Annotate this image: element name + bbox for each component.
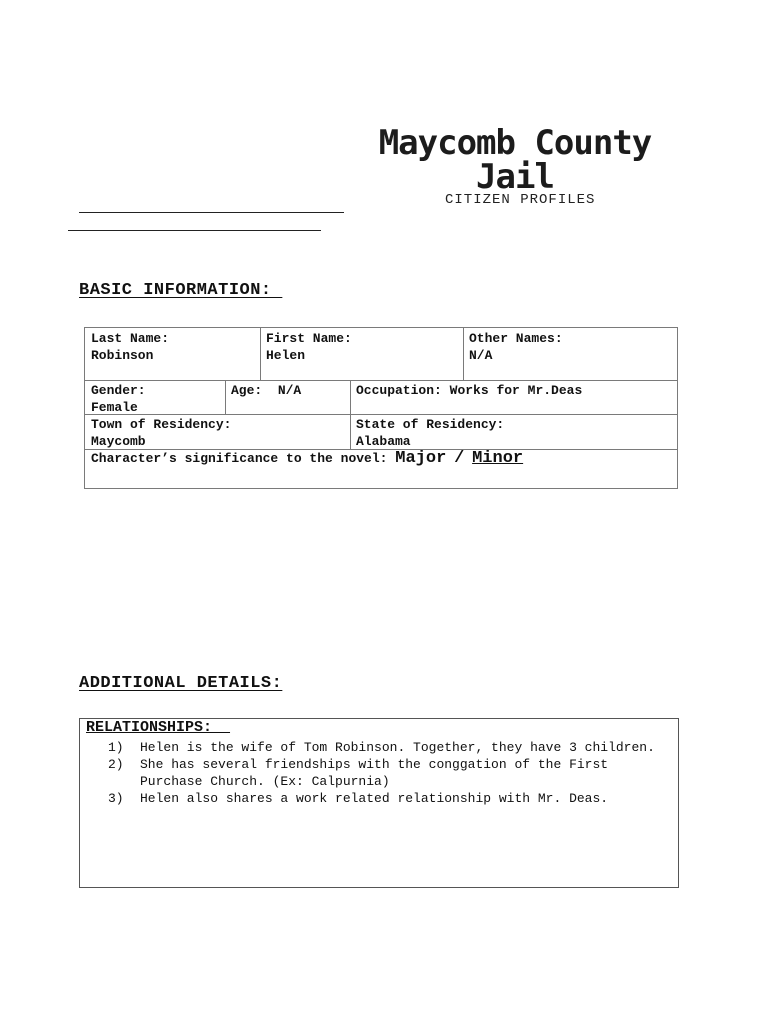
relationships-title: RELATIONSHIPS: xyxy=(86,719,231,736)
minor-option: Minor xyxy=(472,449,524,468)
subtitle: CITIZEN PROFILES xyxy=(445,192,596,208)
basic-info-title: BASIC INFORMATION: xyxy=(79,281,283,300)
state-label: State of Residency: xyxy=(356,417,505,432)
town-value: Maycomb xyxy=(91,434,146,449)
town-label: Town of Residency: xyxy=(91,417,232,432)
item-text: Helen is the wife of Tom Robinson. Together, they have 3 children. xyxy=(140,740,655,755)
brand-line-2: Jail xyxy=(476,157,554,197)
major-option: Major xyxy=(395,449,447,468)
list-item xyxy=(108,790,668,807)
last-name-value: Robinson xyxy=(91,348,154,363)
relationships-box xyxy=(79,718,679,888)
town-cell xyxy=(85,414,350,450)
basic-info-table xyxy=(84,327,678,489)
blank-line-2 xyxy=(68,230,321,231)
gender-value: Female xyxy=(91,400,138,415)
item-text: She has several friendships with the conggation of the First Purchase Church. (Ex: Calpurnia) xyxy=(140,757,609,789)
other-names-value: N/A xyxy=(469,348,493,363)
item-number: 2) xyxy=(108,757,124,772)
relationships-list xyxy=(108,739,668,807)
list-item xyxy=(108,756,668,790)
item-text: Helen also shares a work related relationship with Mr. Deas. xyxy=(140,791,609,806)
brand-title xyxy=(350,123,680,197)
first-name-label: First Name: xyxy=(266,331,352,346)
logo-header xyxy=(350,123,680,197)
list-item xyxy=(108,739,668,756)
item-number: 1) xyxy=(108,740,124,755)
first-name-value: Helen xyxy=(266,348,306,363)
significance-label: Character’s significance to the novel: xyxy=(91,451,388,466)
occupation-cell xyxy=(350,380,677,399)
gender-label: Gender: xyxy=(91,383,146,398)
gender-cell xyxy=(85,380,225,416)
occupation-label: Occupation: xyxy=(356,383,442,398)
first-name-cell xyxy=(260,328,463,364)
last-name-label: Last Name: xyxy=(91,331,170,346)
age-value: N/A xyxy=(277,383,302,398)
significance-cell xyxy=(85,449,677,467)
brand-line-1: Maycomb County xyxy=(378,123,652,163)
other-names-cell xyxy=(463,328,677,364)
last-name-cell xyxy=(85,328,260,364)
age-label: Age: xyxy=(231,383,263,398)
option-separator: / xyxy=(454,449,465,468)
other-names-label: Other Names: xyxy=(469,331,563,346)
age-cell xyxy=(225,380,350,399)
state-cell xyxy=(350,414,677,450)
item-number: 3) xyxy=(108,791,124,806)
blank-line-1 xyxy=(79,212,344,213)
additional-details-title: ADDITIONAL DETAILS: xyxy=(79,674,283,693)
state-value: Alabama xyxy=(356,434,411,449)
occupation-value: Works for Mr.Deas xyxy=(449,383,583,398)
